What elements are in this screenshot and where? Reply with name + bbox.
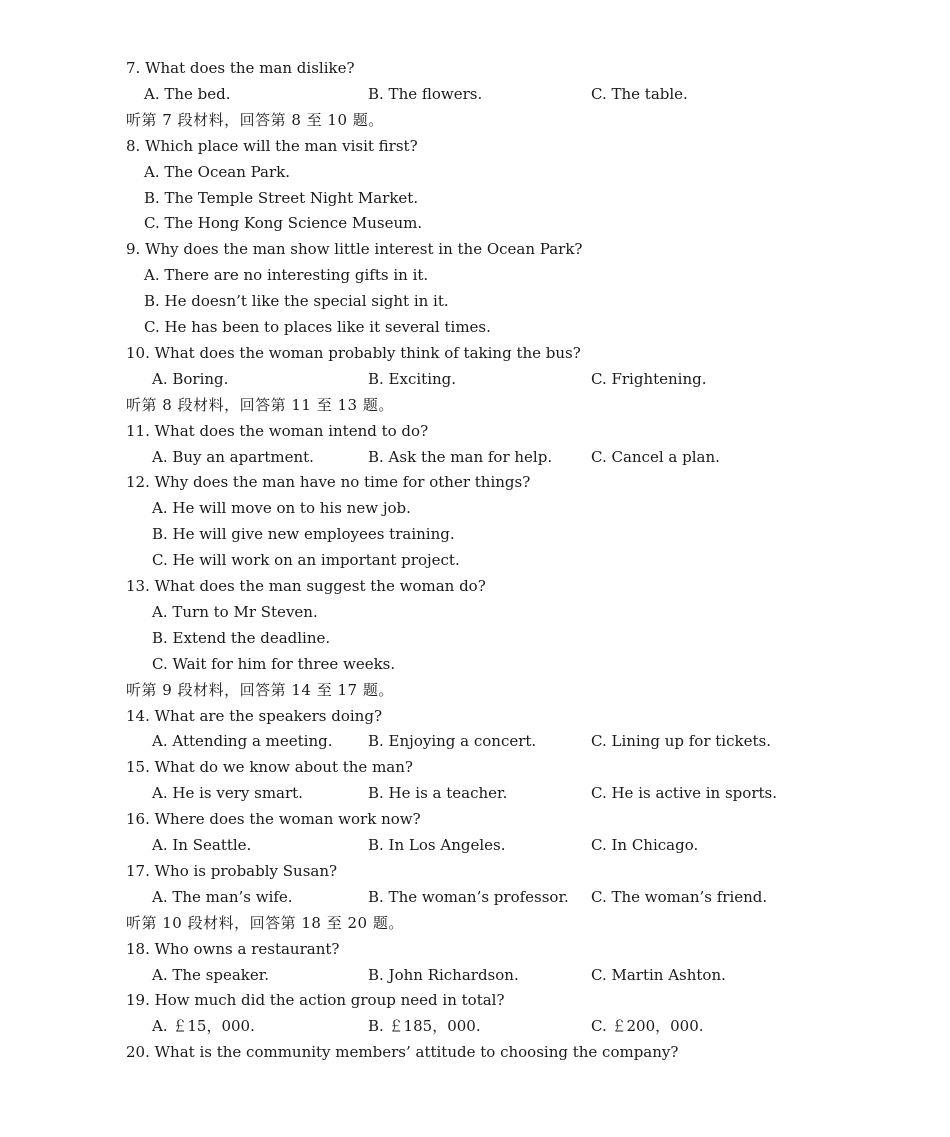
option-a: A. Buy an apartment. bbox=[152, 448, 314, 466]
section-heading: 听第 8 段材料，回答第 11 至 13 题。 bbox=[126, 396, 394, 414]
option-text: A. There are no interesting gifts in it. bbox=[144, 266, 429, 284]
question-text: 19. How much did the action group need in total? bbox=[126, 991, 505, 1009]
option-b: B. He is a teacher. bbox=[368, 784, 508, 802]
question-text: 16. Where does the woman work now? bbox=[126, 810, 421, 828]
question-text: 14. What are the speakers doing? bbox=[126, 707, 382, 725]
option-b: B. Ask the man for help. bbox=[368, 448, 553, 466]
option-text: A. The Ocean Park. bbox=[144, 163, 291, 181]
option-text: C. Wait for him for three weeks. bbox=[152, 655, 396, 673]
option-c: C. Cancel a plan. bbox=[591, 448, 720, 466]
option-text: C. He has been to places like it several times. bbox=[144, 318, 491, 336]
option-c: C. The table. bbox=[591, 85, 688, 103]
option-a: A. In Seattle. bbox=[152, 836, 252, 854]
option-c: C. Lining up for tickets. bbox=[591, 732, 771, 750]
option-b: B. The woman’s professor. bbox=[368, 888, 569, 906]
option-a: A. Attending a meeting. bbox=[152, 732, 333, 750]
option-text: A. Turn to Mr Steven. bbox=[152, 603, 318, 621]
option-c: C. Martin Ashton. bbox=[591, 966, 726, 984]
option-b: B. John Richardson. bbox=[368, 966, 519, 984]
question-text: 10. What does the woman probably think of taking the bus? bbox=[126, 344, 581, 362]
option-a: A. The bed. bbox=[144, 85, 231, 103]
option-c: C. The woman’s friend. bbox=[591, 888, 768, 906]
option-a: A. ￡15，000. bbox=[152, 1017, 255, 1035]
question-text: 8. Which place will the man visit first? bbox=[126, 137, 418, 155]
section-heading: 听第 9 段材料，回答第 14 至 17 题。 bbox=[126, 681, 394, 699]
option-text: C. He will work on an important project. bbox=[152, 551, 460, 569]
question-text: 7. What does the man dislike? bbox=[126, 59, 355, 77]
option-a: A. Boring. bbox=[152, 370, 229, 388]
question-text: 12. Why does the man have no time for other things? bbox=[126, 473, 531, 491]
section-heading: 听第 10 段材料，回答第 18 至 20 题。 bbox=[126, 914, 404, 932]
option-a: A. The man’s wife. bbox=[152, 888, 293, 906]
section-heading: 听第 7 段材料，回答第 8 至 10 题。 bbox=[126, 111, 384, 129]
option-b: B. ￡185，000. bbox=[368, 1017, 481, 1035]
option-b: B. In Los Angeles. bbox=[368, 836, 506, 854]
option-c: C. Frightening. bbox=[591, 370, 707, 388]
question-text: 11. What does the woman intend to do? bbox=[126, 422, 429, 440]
question-text: 15. What do we know about the man? bbox=[126, 758, 413, 776]
option-c: C. ￡200，000. bbox=[591, 1017, 704, 1035]
option-text: B. Extend the deadline. bbox=[152, 629, 331, 647]
option-c: C. He is active in sports. bbox=[591, 784, 777, 802]
option-text: C. The Hong Kong Science Museum. bbox=[144, 214, 423, 232]
option-text: A. He will move on to his new job. bbox=[152, 499, 411, 517]
question-text: 18. Who owns a restaurant? bbox=[126, 940, 340, 958]
option-c: C. In Chicago. bbox=[591, 836, 699, 854]
option-b: B. Enjoying a concert. bbox=[368, 732, 537, 750]
question-text: 13. What does the man suggest the woman do? bbox=[126, 577, 486, 595]
question-text: 20. What is the community members’ attitude to choosing the company? bbox=[126, 1043, 679, 1061]
question-text: 9. Why does the man show little interest in the Ocean Park? bbox=[126, 240, 583, 258]
option-a: A. He is very smart. bbox=[152, 784, 303, 802]
option-a: A. The speaker. bbox=[152, 966, 270, 984]
option-b: B. Exciting. bbox=[368, 370, 457, 388]
option-b: B. The flowers. bbox=[368, 85, 483, 103]
option-text: B. He will give new employees training. bbox=[152, 525, 455, 543]
option-text: B. He doesn’t like the special sight in it. bbox=[144, 292, 449, 310]
option-text: B. The Temple Street Night Market. bbox=[144, 189, 419, 207]
question-text: 17. Who is probably Susan? bbox=[126, 862, 338, 880]
